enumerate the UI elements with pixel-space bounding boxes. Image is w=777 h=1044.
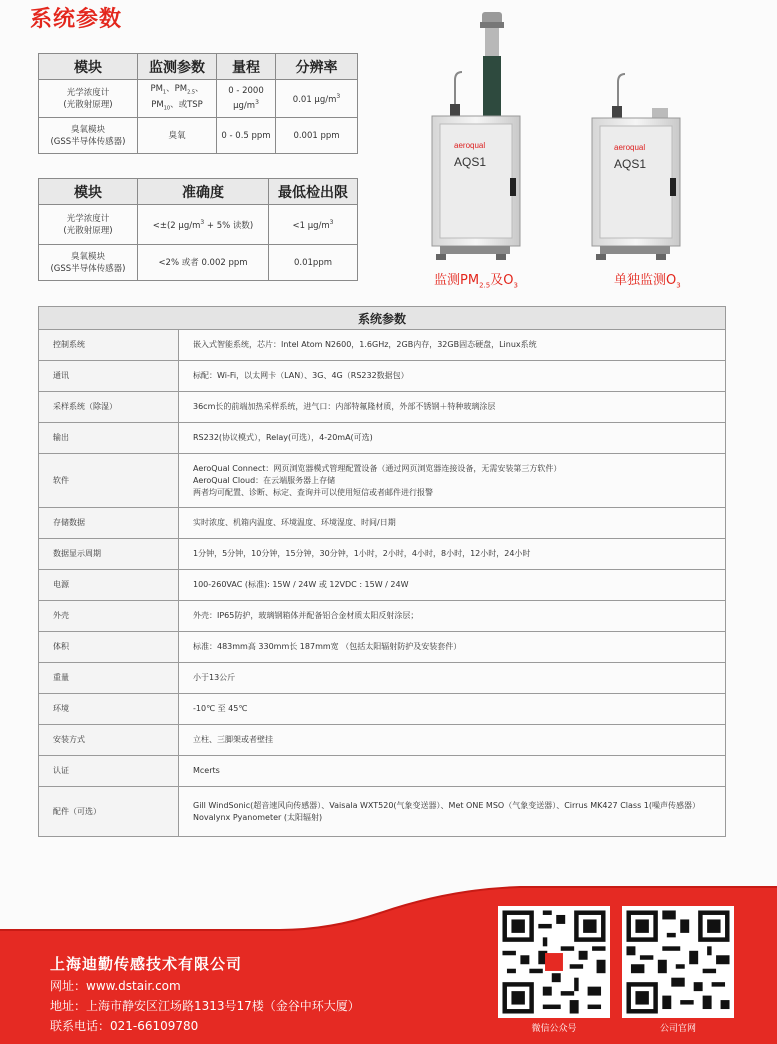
param-value: RS232(协议模式），Relay(可选），4-20mA(可选) bbox=[179, 423, 726, 454]
param-key: 输出 bbox=[39, 423, 179, 454]
param-key: 外壳 bbox=[39, 601, 179, 632]
detection-limit: 0.01ppm bbox=[269, 245, 358, 281]
param-value: 标配：Wi-Fi，以太网卡（LAN）、3G、4G（RS232数据包） bbox=[179, 361, 726, 392]
param-key: 采样系统（除湿） bbox=[39, 392, 179, 423]
param-value: -10℃ 至 45℃ bbox=[179, 694, 726, 725]
table-row bbox=[39, 423, 726, 454]
table-row bbox=[39, 245, 358, 281]
accuracy-table bbox=[38, 178, 358, 281]
company-phone: 联系电话：021-66109780 bbox=[50, 1019, 199, 1033]
param-value: 外壳：IP65防护，玻璃钢箱体并配备铝合金材质太阳反射涂层； bbox=[179, 601, 726, 632]
table-row: 光学浓度计 (光散射原理) $PM_1$、$PM_{2.5}$、 $PM_{10}$、或TSP 0 - 2000 $\mu g/m^3$ 0.01 $\mu g/m^3$ bbox=[39, 80, 358, 118]
param-value: Mcerts bbox=[179, 756, 726, 787]
table-row bbox=[39, 508, 726, 539]
range-value: 0 - 0.5 ppm bbox=[217, 118, 276, 154]
wechat-qr-code-icon bbox=[498, 906, 610, 1018]
param-value bbox=[179, 787, 726, 837]
software-line: 两者均可配置、诊断、标定、查询并可以使用短信或者邮件进行报警 bbox=[193, 487, 433, 497]
module-principle: (光散射原理) bbox=[63, 99, 113, 110]
param-pm10: PM bbox=[151, 99, 164, 110]
table-header: 监测参数 bbox=[138, 54, 217, 80]
aqs1-ozone-product-image bbox=[578, 66, 690, 266]
module-principle: (GSS半导体传感器) bbox=[50, 263, 126, 274]
table-row bbox=[39, 725, 726, 756]
param-key: 软件 bbox=[39, 454, 179, 508]
accuracy-tail: + 5% 读数) bbox=[206, 220, 254, 231]
param-key: 配件（可选） bbox=[39, 787, 179, 837]
table-row bbox=[39, 361, 726, 392]
param-key: 控制系统 bbox=[39, 330, 179, 361]
param-key: 重量 bbox=[39, 663, 179, 694]
software-line: AeroQual Cloud：在云端服务器上存储 bbox=[193, 475, 336, 485]
param-key: 通讯 bbox=[39, 361, 179, 392]
table-header: 最低检出限 bbox=[269, 179, 358, 205]
software-line: AeroQual Connect：网页浏览器模式管理配置设备（通过网页浏览器连接设备，无需安装第三方软件） bbox=[193, 463, 562, 473]
param-value bbox=[179, 454, 726, 508]
range-unit: μg/m bbox=[233, 100, 256, 111]
product-label-ozone: 单独监测$O_3$ bbox=[614, 273, 681, 290]
param-value: 小于13公斤 bbox=[179, 663, 726, 694]
param-value: 100-260VAC (标准): 15W / 24W 或 12VDC : 15W / 24W bbox=[179, 570, 726, 601]
product-label-pm-ozone: 监测$PM_{2.5}$及$O_3$ bbox=[434, 273, 518, 290]
system-table-title: 系统参数 bbox=[39, 307, 726, 330]
accuracy-value: <2% 或者 0.002 ppm bbox=[138, 245, 269, 281]
company-name: 上海迪勤传感技术有限公司 bbox=[50, 955, 243, 973]
table-row bbox=[39, 454, 726, 508]
param-pm1: PM bbox=[150, 83, 163, 94]
param-key: 安装方式 bbox=[39, 725, 179, 756]
param-pm25: PM bbox=[174, 83, 188, 94]
table-row bbox=[39, 392, 726, 423]
module-name: 臭氧模块 bbox=[70, 251, 105, 262]
module-principle: (光散射原理) bbox=[63, 225, 113, 236]
accessory-line: Gill WindSonic(超音速风向传感器）、Vaisala WXT520(气象变送器）、Met ONE MSO（气象变送器）、Cirrus MK427 Class 1(噪声传感器） bbox=[193, 800, 700, 810]
table-row bbox=[39, 570, 726, 601]
module-name: 臭氧模块 bbox=[70, 124, 105, 135]
product-brand: aeroqual bbox=[454, 141, 486, 150]
param-key: 认证 bbox=[39, 756, 179, 787]
param-key: 环境 bbox=[39, 694, 179, 725]
table-row bbox=[39, 601, 726, 632]
product-brand: aeroqual bbox=[614, 143, 646, 152]
aqs1-pm-ozone-product-image bbox=[410, 8, 530, 270]
param-value: 36cm长的前端加热采样系统，进气口：内部特氟隆材质，外部不锈钢＋特种玻璃涂层 bbox=[179, 392, 726, 423]
table-row: 光学浓度计 (光散射原理) <±(2 $\mu g/m^3 + 5\%$ 读数) <1 $\mu g/m^3$ bbox=[39, 205, 358, 245]
website-qr-code-icon bbox=[622, 906, 734, 1018]
param-key: 数据显示周期 bbox=[39, 539, 179, 570]
table-row bbox=[39, 787, 726, 837]
wechat-qr-caption: 微信公众号 bbox=[531, 1024, 577, 1034]
page-title: 系统参数 bbox=[30, 7, 123, 32]
module-name: 光学浓度计 bbox=[66, 213, 110, 224]
param-value: 嵌入式智能系统，芯片：Intel Atom N2600，1.6GHz，2GB内存，32GB固态硬盘，Linux系统 bbox=[179, 330, 726, 361]
module-principle: (GSS半导体传感器) bbox=[50, 136, 126, 147]
table-header: 准确度 bbox=[138, 179, 269, 205]
param-value: 标准：483mm高 330mm长 187mm宽 （包括太阳辐射防护及安装套件） bbox=[179, 632, 726, 663]
range-value: 0 - 2000 bbox=[228, 86, 264, 97]
param-value: 1分钟，5分钟，10分钟，15分钟，30分钟，1小时，2小时，4小时，8小时，12小时，24小时 bbox=[179, 539, 726, 570]
table-row bbox=[39, 118, 358, 154]
table-header: 分辨率 bbox=[276, 54, 358, 80]
table-row bbox=[39, 539, 726, 570]
website-qr-caption: 公司官网 bbox=[659, 1024, 696, 1034]
accuracy-value: <±(2 μg/m bbox=[152, 220, 201, 231]
table-header: 模块 bbox=[39, 179, 138, 205]
param-key: 体积 bbox=[39, 632, 179, 663]
detection-limit: <1 μg/m bbox=[292, 220, 330, 231]
table-header: 量程 bbox=[217, 54, 276, 80]
table-row bbox=[39, 663, 726, 694]
table-row bbox=[39, 694, 726, 725]
param-ozone: 臭氧 bbox=[138, 118, 217, 154]
param-tsp: 、或TSP bbox=[170, 99, 203, 110]
param-key: 电源 bbox=[39, 570, 179, 601]
product-model: AQS1 bbox=[614, 157, 647, 171]
accessory-line: Novalynx Pyanometer (太阳辐射) bbox=[193, 812, 323, 822]
param-value: 实时浓度、机箱内温度、环境温度、环境湿度、时间/日期 bbox=[179, 508, 726, 539]
system-parameters-table bbox=[38, 306, 726, 837]
company-address: 地址：上海市静安区江场路1313号17楼（金谷中环大厦） bbox=[50, 999, 360, 1013]
param-key: 存储数据 bbox=[39, 508, 179, 539]
resolution-value: 0.01 μg/m bbox=[292, 94, 337, 105]
resolution-value: 0.001 ppm bbox=[276, 118, 358, 154]
table-header: 模块 bbox=[39, 54, 138, 80]
measurement-range-table bbox=[38, 53, 358, 154]
module-name: 光学浓度计 bbox=[66, 87, 110, 98]
company-website[interactable]: 网址：www.dstair.com bbox=[50, 979, 181, 993]
table-row bbox=[39, 632, 726, 663]
product-model: AQS1 bbox=[454, 155, 487, 169]
table-row bbox=[39, 330, 726, 361]
param-value: 立柱、三脚架或者壁挂 bbox=[179, 725, 726, 756]
table-row bbox=[39, 756, 726, 787]
